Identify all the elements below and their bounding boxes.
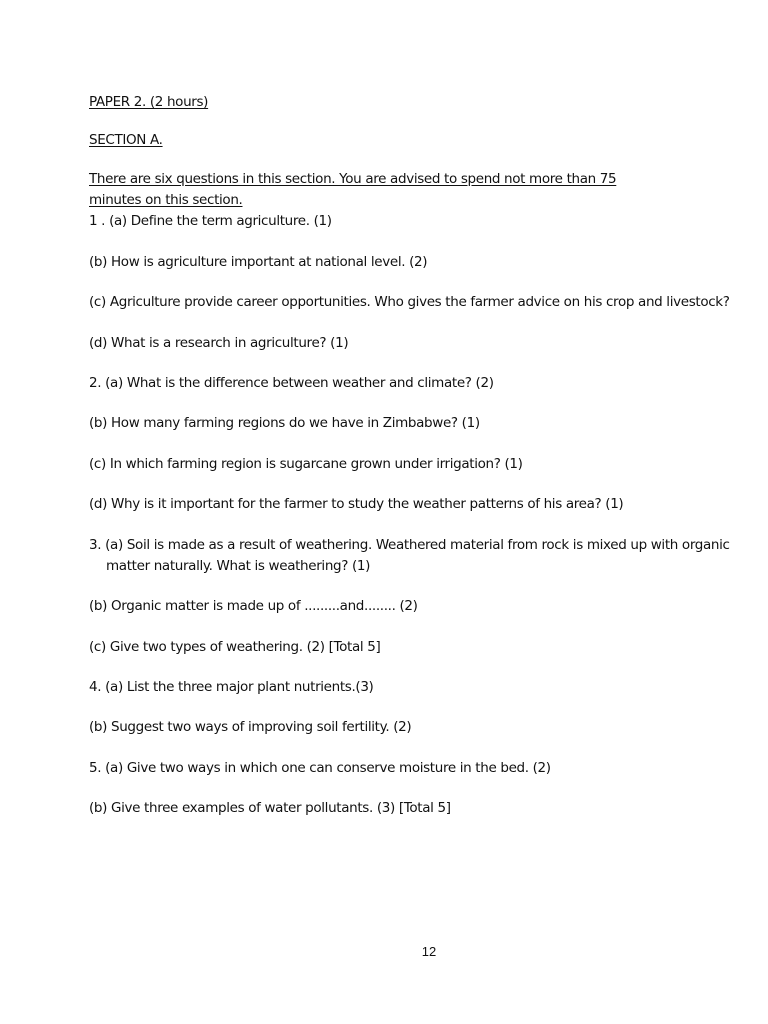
- question-2c: (c) In which farming region is sugarcane grown under irrigation? (1): [89, 456, 523, 472]
- question-2b: (b) How many farming regions do we have in Zimbabwe? (1): [89, 415, 480, 431]
- question-3c: (c) Give two types of weathering. (2) [Total 5]: [89, 639, 381, 655]
- instructions-line-2: minutes on this section.: [89, 192, 243, 208]
- question-3a-line-1: 3. (a) Soil is made as a result of weathering. Weathered material from rock is mixed up with organic: [89, 537, 730, 553]
- question-1d: (d) What is a research in agriculture? (1): [89, 335, 349, 351]
- instructions-line-1: There are six questions in this section. You are advised to spend not more than 75: [89, 171, 617, 187]
- question-2a: 2. (a) What is the difference between weather and climate? (2): [89, 375, 494, 391]
- question-4a: 4. (a) List the three major plant nutrients.(3): [89, 679, 374, 695]
- question-1c: (c) Agriculture provide career opportunities. Who gives the farmer advice on his crop and livestock?: [89, 294, 730, 310]
- question-4b: (b) Suggest two ways of improving soil fertility. (2): [89, 719, 412, 735]
- question-2d: (d) Why is it important for the farmer to study the weather patterns of his area? (1): [89, 496, 624, 512]
- question-3a-line-2: matter naturally. What is weathering? (1): [106, 558, 371, 574]
- question-3b: (b) Organic matter is made up of .........and........ (2): [89, 598, 418, 614]
- page-number: 12: [421, 944, 437, 959]
- question-1b: (b) How is agriculture important at national level. (2): [89, 254, 428, 270]
- section-title: SECTION A.: [89, 132, 163, 148]
- question-5a: 5. (a) Give two ways in which one can conserve moisture in the bed. (2): [89, 760, 551, 776]
- question-1a: 1 . (a) Define the term agriculture. (1): [89, 213, 332, 229]
- paper-title: PAPER 2. (2 hours): [89, 94, 209, 110]
- question-5b: (b) Give three examples of water pollutants. (3) [Total 5]: [89, 800, 451, 816]
